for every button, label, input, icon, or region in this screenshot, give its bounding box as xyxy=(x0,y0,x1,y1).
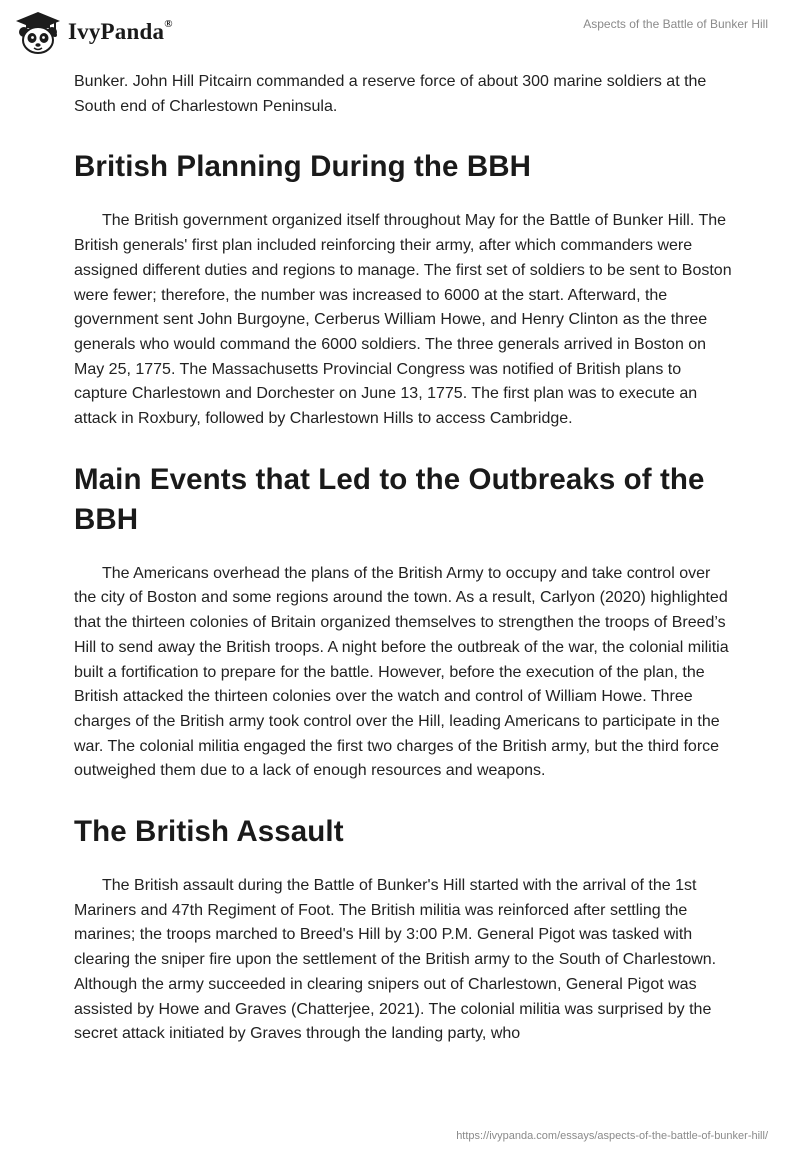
section-heading-planning: British Planning During the BBH xyxy=(74,150,532,184)
document-title: Aspects of the Battle of Bunker Hill xyxy=(583,17,768,31)
section-paragraph-assault: The British assault during the Battle of Bunker's Hill started with the arrival of the 1st Mariners and 47th Regiment of Foot. The British militia was reinforced after settling the marines; the troops marched to Breed's Hill by 3:00 P.M. General Pigot was tasked with clearing the sniper fire upon the settlement of the British army to the South of Charlestown. Although the army succeeded in clearing snipers out of Charlestown, General Pigot was assisted by Howe and Graves (Chatterjee, 2021). The colonial militia was surprised by the secret attack initiated by Graves through the landing party, who xyxy=(74,877,717,1043)
panda-graduate-icon xyxy=(14,10,62,54)
ivypanda-logo[interactable] xyxy=(14,10,173,54)
section-paragraph-planning: The British government organized itself throughout May for the Battle of Bunker Hill. The British generals' first plan included reinforcing their army, after which commanders were assigned different duties and regions to manage. The first set of soldiers to be sent to Boston were fewer; therefore, the number was increased to 6000 at the start. Afterward, the government sent John Burgoyne, Cerberus William Howe, and Henry Clinton as the three generals who would command the 6000 soldiers. The three generals arrived in Boston on May 25, 1775. The Massachusetts Provincial Congress was notified of British plans to capture Charlestown and Dorchester on June 13, 1775. The first plan was to execute an attack in Roxbury, followed by Charlestown Hills to access Cambridge. xyxy=(74,212,732,428)
essay-body xyxy=(74,70,734,1047)
page-header xyxy=(0,0,800,66)
section-heading-assault: The British Assault xyxy=(74,815,344,849)
section-paragraph-main-events: The Americans overhead the plans of the British Army to occupy and take control over the city of Boston and some regions around the town. As a result, Carlyon (2020) highlighted that the thirteen colonies of Britain organized themselves to strengthen the troops of Breed’s Hill to send away the British troops. A night before the outbreak of the war, the colonial militia built a fortification to prepare for the battle. However, before the execution of the plan, the British attacked the thirteen colonies over the watch and control of William Howe. Three charges of the British army took control over the Hill, leading Americans to participate in the war. The colonial militia engaged the first two charges of the British army, but the third force outweighed them due to a lack of enough resources and weapons. xyxy=(74,564,729,780)
source-url[interactable]: https://ivypanda.com/essays/aspects-of-the-battle-of-bunker-hill/ xyxy=(456,1130,768,1142)
intro-paragraph: Bunker. John Hill Pitcairn commanded a reserve force of about 300 marine soldiers at the South end of Charlestown Peninsula. xyxy=(74,73,707,115)
logo-text: IvyPanda® xyxy=(68,18,173,44)
section-heading-main-events: Main Events that Led to the Outbreaks of the BBH xyxy=(74,462,705,536)
